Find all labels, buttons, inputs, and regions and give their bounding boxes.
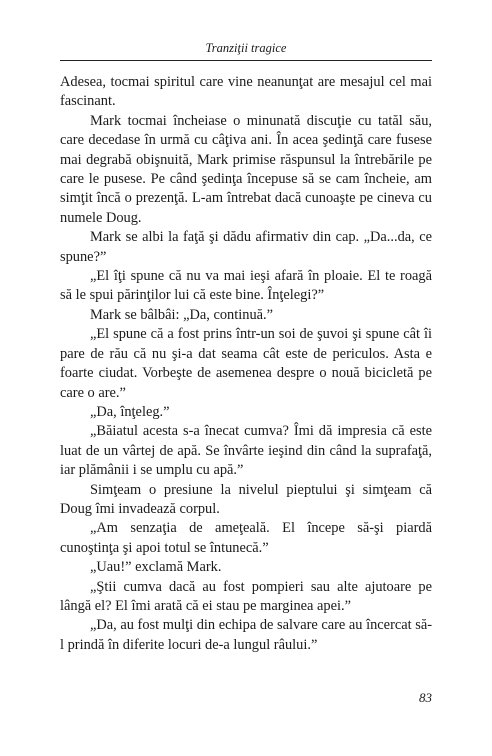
paragraph: Mark tocmai încheiase o minunată discuţie cu tatăl său, care decedase în urmă cu câţiva ani. În acea şedinţă care fusese mai degrabă obişnuită, Mark primise răspunsul la întrebările pe care le pusese. Pe când şedinţa începuse să se cam încheie, am simţit încă o prezenţă. L-am întrebat dacă cunoaşte pe cineva cu numele Doug.	[60, 112, 432, 226]
paragraph: Adesea, tocmai spiritul care vine neanunţat are mesajul cel mai fascinant.	[60, 74, 432, 110]
paragraph: „El îţi spune că nu va mai ieşi afară în ploaie. El te roagă să le spui părinţilor lui că este bine. Înţelegi?”	[60, 268, 432, 304]
paragraph: Mark se bâlbâi: „Da, continuă.”	[90, 306, 274, 323]
paragraph: „Da, înţeleg.”	[90, 403, 170, 420]
header-rule	[60, 60, 432, 61]
running-header: Tranziţii tragice	[205, 41, 287, 55]
paragraph: „Ştii cumva dacă au fost pompieri sau alte ajutoare pe lângă el? El îmi arată că ei stau pe marginea apei.”	[60, 578, 432, 614]
page-number: 83	[419, 690, 432, 705]
page-body	[60, 73, 432, 655]
paragraph: „Da, au fost mulţi din echipa de salvare care au încercat să-l prindă în diferite locuri de-a lungul râului.”	[60, 617, 433, 653]
paragraph: „El spune că a fost prins într-un soi de şuvoi şi spune cât îi pare de rău că nu şi-a dat seama cât este de periculos. Asta e foarte ciudat. Vorbeşte de asemenea despre o nouă bicicletă pe care o are.”	[60, 326, 432, 401]
paragraph: „Uau!” exclamă Mark.	[90, 559, 222, 576]
paragraph: Simţeam o presiune la nivelul pieptului şi simţeam că Doug îmi invadează corpul.	[60, 481, 432, 517]
paragraph: „Băiatul acesta s-a înecat cumva? Îmi dă impresia că este luat de un vârtej de apă. Se învârte ieşind din când la suprafaţă, iar plămânii i se umplu cu apă.”	[60, 423, 432, 479]
paragraph: Mark se albi la faţă şi dădu afirmativ din cap. „Da...da, ce spune?”	[60, 229, 432, 265]
paragraph: „Am senzaţia de ameţeală. El începe să-şi piardă cunoştinţa şi apoi totul se întunecă.”	[60, 520, 432, 556]
